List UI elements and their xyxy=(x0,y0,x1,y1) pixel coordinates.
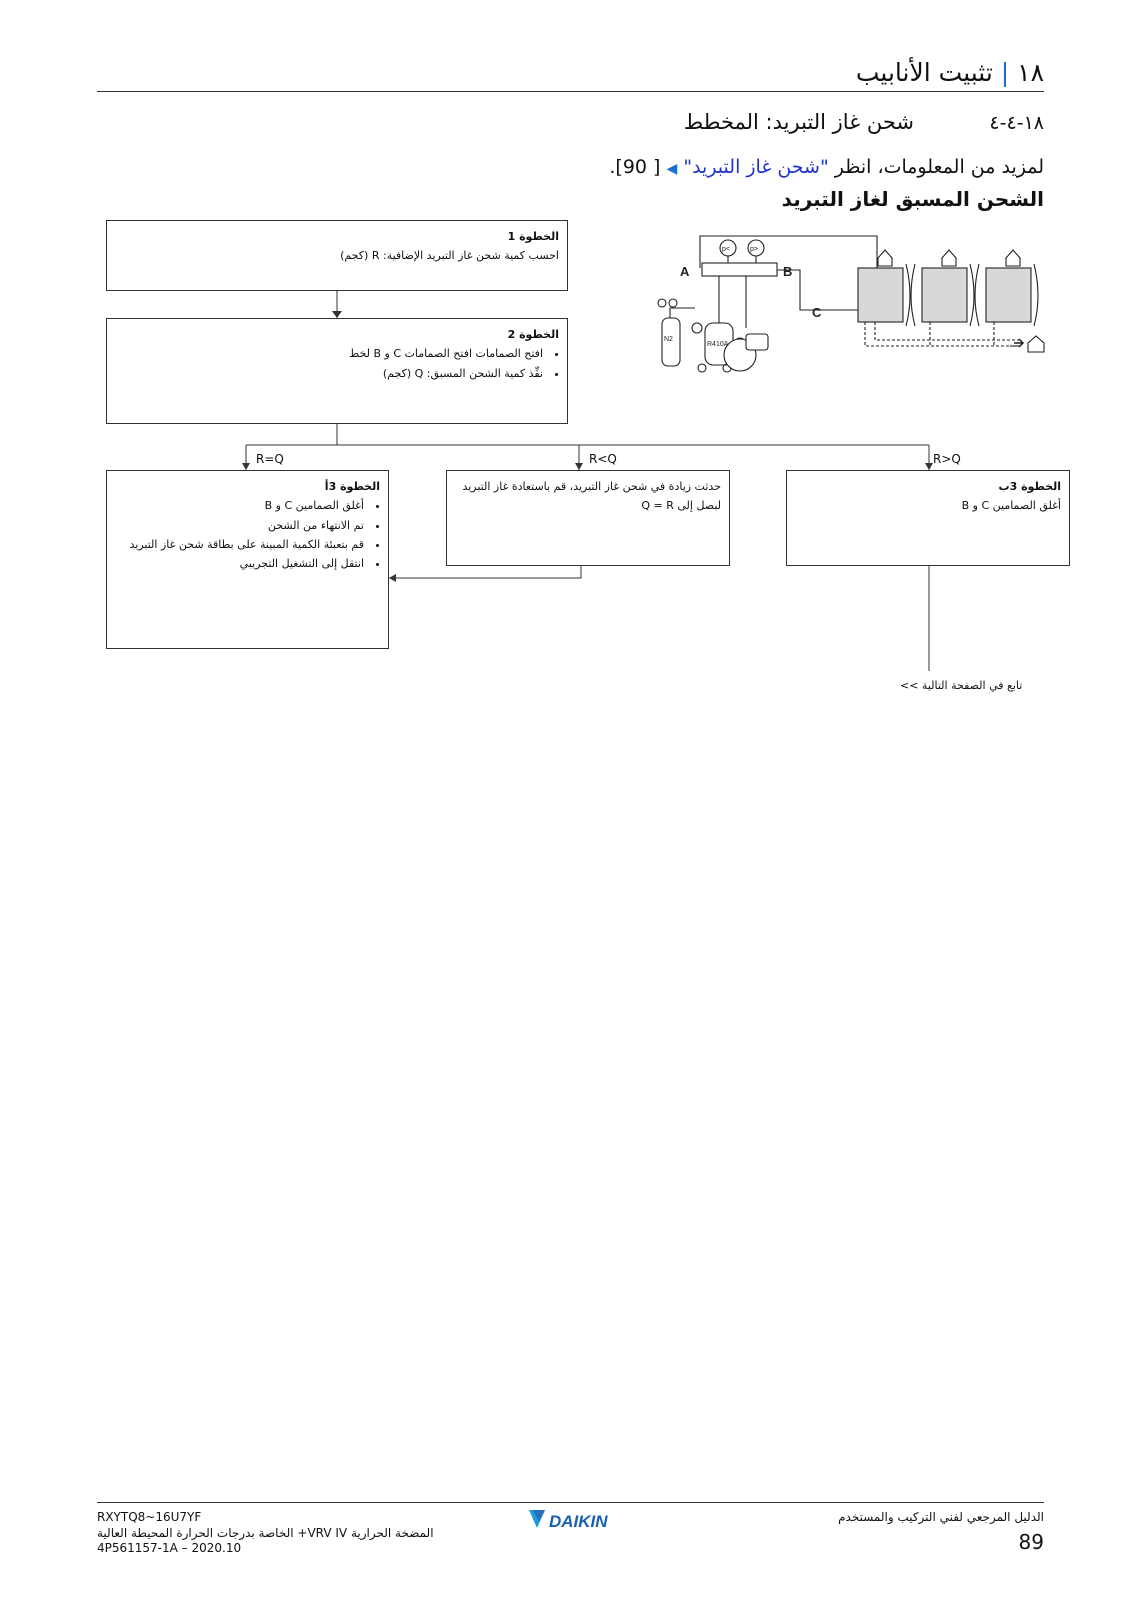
step3a-box xyxy=(106,470,389,649)
step3a-item: • أغلق الصمامين C و B xyxy=(115,496,366,515)
footer-model: RXYTQ8~16U7YF xyxy=(97,1510,202,1524)
step3a-item: • قم بتعبئة الكمية المبينة على بطاقة شحن غاز التبريد xyxy=(115,535,366,554)
subheading: الشحن المسبق لغاز التبريد xyxy=(781,187,1044,211)
branch-label-lt: R<Q xyxy=(589,452,617,466)
step1-box xyxy=(106,220,568,291)
arrowhead xyxy=(242,463,250,470)
step3a-item: • انتقل إلى التشغيل التجريبي xyxy=(115,554,366,573)
label-c: C xyxy=(812,305,822,320)
step2-box xyxy=(106,318,568,424)
label-b: B xyxy=(783,264,793,279)
footer-manual-title: الدليل المرجعي لفني التركيب والمستخدم xyxy=(838,1510,1044,1524)
footer-docno: 4P561157-1A – 2020.10 xyxy=(97,1541,242,1556)
step1-text: احسب كمية شحن غاز التبريد الإضافية: R (كجم) xyxy=(340,249,559,263)
daikin-logo xyxy=(527,1508,647,1532)
continued-note: تابع في الصفحة التالية >> xyxy=(900,679,1023,692)
footer-rule xyxy=(97,1502,1044,1503)
info-prefix: لمزيد من المعلومات، انظر xyxy=(834,156,1044,178)
step3b-title: الخطوة 3ب xyxy=(998,480,1061,493)
step3b-text: أغلق الصمامين C و B xyxy=(961,499,1061,513)
arrowhead xyxy=(389,574,396,582)
page-ref-icon: ◀ xyxy=(666,161,678,177)
label-n2: N2 xyxy=(664,336,673,343)
chapter-number: ١٨ xyxy=(1017,58,1044,87)
step2-item: • افتح الصمامات افتح الصمامات C و B لخط xyxy=(115,344,545,363)
step2-title: الخطوة 2 xyxy=(507,328,559,341)
step2-item: • نفِّذ كمية الشحن المسبق: Q (كجم) xyxy=(115,364,545,383)
arrowhead xyxy=(925,463,933,470)
section-title: شحن غاز التبريد: المخطط xyxy=(683,110,914,134)
charging-schematic xyxy=(640,228,1080,378)
connector-middle-back xyxy=(389,566,581,578)
branch-label-eq: R=Q xyxy=(256,452,284,466)
overcharge-text: حدثت زيادة في شحن غاز التبريد، قم باستعادة غاز التبريد لبصل إلى Q = R xyxy=(462,480,721,513)
step1-title: الخطوة 1 xyxy=(507,230,559,243)
arrowhead xyxy=(332,311,342,318)
label-p-low: p< xyxy=(722,246,730,253)
footer-product-info xyxy=(97,1510,434,1557)
page-number: 89 xyxy=(1018,1530,1044,1554)
step3a-item: • تم الانتهاء من الشحن xyxy=(115,516,366,535)
footer-description: المضخة الحرارية VRV IV+ الخاصة بدرجات الحرارة المحيطة العالية xyxy=(97,1525,434,1540)
step3a-title: الخطوة 3أ xyxy=(324,480,380,493)
label-p-high: p> xyxy=(750,246,758,253)
chapter-title: تثبيت الأنابيب xyxy=(855,58,993,87)
arrowhead xyxy=(575,463,583,470)
branch-label-gt: R>Q xyxy=(933,452,961,466)
overcharge-box xyxy=(446,470,730,566)
info-page-ref[interactable]: [ 90]. xyxy=(609,156,661,178)
label-cylinder: R410A xyxy=(707,341,729,348)
logo-text: DAIKIN xyxy=(549,1512,608,1531)
step3b-box xyxy=(786,470,1070,566)
step2-list xyxy=(115,344,559,383)
info-link[interactable]: "شحن غاز التبريد" xyxy=(683,156,829,178)
step3a-list xyxy=(115,496,380,573)
label-a: A xyxy=(680,264,690,279)
section-number: ١٨-٤-٤ xyxy=(989,112,1044,134)
header-separator: | xyxy=(1000,58,1010,87)
